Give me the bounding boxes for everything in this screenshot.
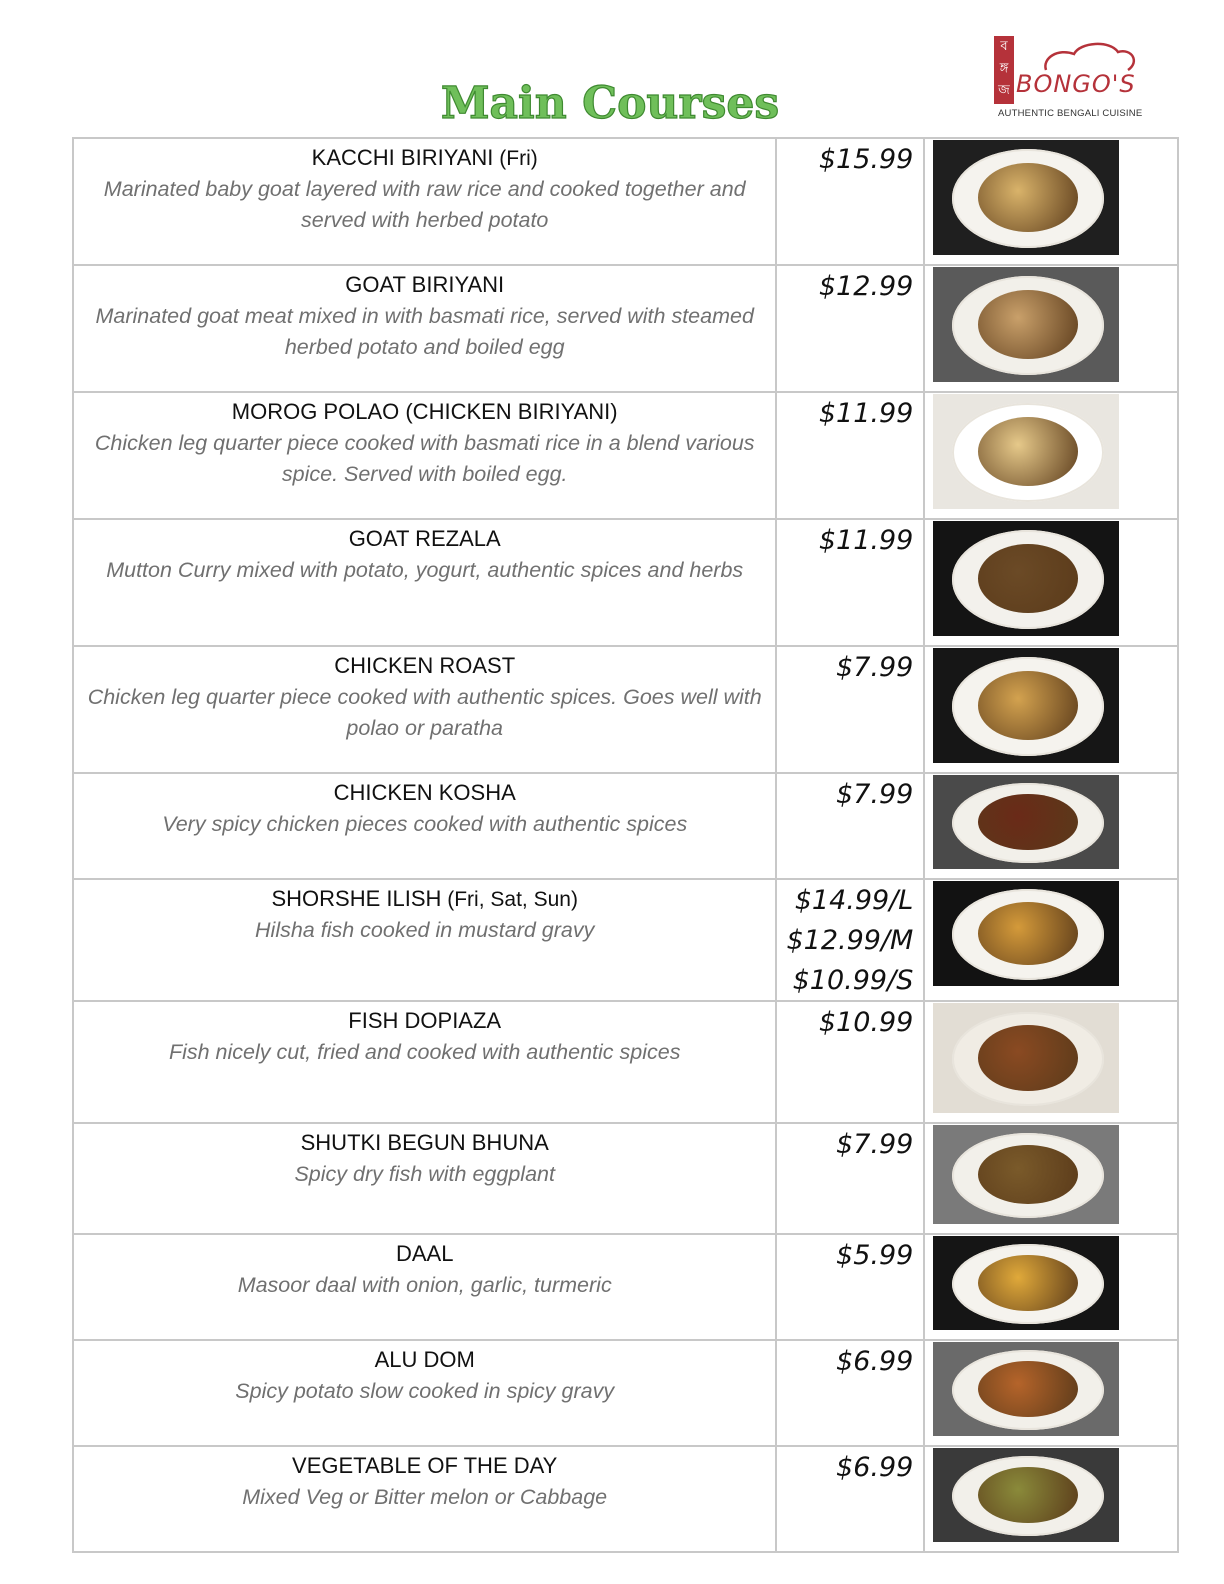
menu-item-price-cell [776,138,924,265]
food-photo [933,267,1119,382]
logo-letter: ঙ্গ [999,61,1009,76]
menu-item-desc: Marinated goat meat mixed in with basmati rice, served with steamed herbed potato and boiled egg [95,304,754,359]
food-dish [978,417,1078,486]
menu-item-photo-cell [924,1234,1178,1340]
food-dish [978,1361,1078,1417]
menu-table [72,137,1179,1553]
menu-item-description-cell [73,265,776,392]
menu-item-desc: Chicken leg quarter piece cooked with basmati rice in a blend various spice. Served with boiled egg. [94,431,755,486]
menu-item-name [74,778,775,809]
menu-item-price-cell [776,392,924,519]
menu-item-row [73,1234,1178,1340]
menu-item-desc: Mixed Veg or Bitter melon or Cabbage [242,1485,608,1509]
logo-name: BONGO'S [1016,70,1136,98]
menu-item-row [73,646,1178,773]
menu-item-price-cell [776,879,924,1001]
menu-item-desc: Fish nicely cut, fried and cooked with authentic spices [168,1040,681,1064]
food-dish [978,1467,1078,1523]
food-photo [933,1125,1119,1224]
menu-item-price-cell [776,1446,924,1552]
menu-item-description-cell [73,1001,776,1123]
logo-letter: জ [998,83,1010,98]
menu-item-title: DAAL [395,1241,454,1266]
menu-item-row [73,1001,1178,1123]
menu-item-title: KACCHI BIRIYANI [311,145,494,170]
menu-item-price: $11.99 [818,525,914,556]
menu-item-photo-cell [924,1123,1178,1234]
menu-item-row [73,138,1178,265]
menu-item-row [73,773,1178,879]
menu-item-title: VEGETABLE OF THE DAY [292,1453,558,1478]
food-dish [978,671,1078,740]
menu-item-desc: Chicken leg quarter piece cooked with authentic spices. Goes well with polao or paratha [87,685,762,740]
menu-item-description-cell [73,773,776,879]
menu-item-price: $7.99 [836,652,914,683]
menu-item-price: $10.99 [818,1007,914,1038]
menu-item-price: $6.99 [836,1452,914,1483]
menu-item-price: $12.99/M [786,925,914,956]
menu-item-desc: Spicy dry fish with eggplant [294,1162,555,1186]
menu-item-row [73,879,1178,1001]
menu-item-description-cell [73,519,776,646]
menu-item-description-cell [73,1340,776,1446]
menu-item-photo-cell [924,773,1178,879]
menu-item-desc: Hilsha fish cooked in mustard gravy [255,918,595,942]
menu-item-row [73,1446,1178,1552]
menu-item-description-cell [73,392,776,519]
menu-item-photo-cell [924,1001,1178,1123]
chef-hat-icon [1040,40,1140,74]
menu-item-title: SHORSHE ILISH [271,886,442,911]
food-dish [978,902,1078,965]
restaurant-logo [990,34,1143,124]
menu-item-price: $15.99 [818,144,914,175]
menu-item-price-cell [776,1001,924,1123]
menu-item-photo-cell [924,879,1178,1001]
food-photo [933,881,1119,986]
food-photo [933,394,1119,509]
menu-item-photo-cell [924,519,1178,646]
menu-item-desc: Masoor daal with onion, garlic, turmeric [237,1273,612,1297]
food-dish [978,544,1078,613]
menu-item-title: ALU DOM [374,1347,475,1372]
menu-item-name [74,884,775,915]
food-dish [978,1145,1078,1204]
menu-item-name [74,651,775,682]
menu-item-photo-cell [924,646,1178,773]
page-title: Main Courses [440,78,780,129]
menu-item-photo-cell [924,1340,1178,1446]
food-dish [978,1025,1078,1091]
menu-item-availability: (Fri) [493,147,538,170]
menu-item-availability: (Fri, Sat, Sun) [441,888,578,911]
food-dish [978,794,1078,850]
food-photo [933,1342,1119,1436]
menu-item-desc: Very spicy chicken pieces cooked with authentic spices [162,812,688,836]
food-photo [933,521,1119,636]
menu-item-row [73,392,1178,519]
food-photo [933,1236,1119,1330]
menu-item-desc: Marinated baby goat layered with raw rice and cooked together and served with herbed potato [103,177,746,232]
food-photo [933,775,1119,869]
food-photo [933,140,1119,255]
menu-item-price: $12.99 [818,271,914,302]
menu-item-price-cell [776,265,924,392]
menu-item-name [74,1239,775,1270]
menu-item-title: MOROG POLAO (CHICKEN BIRIYANI) [231,399,618,424]
menu-item-description-cell [73,138,776,265]
menu-item-photo-cell [924,392,1178,519]
menu-item-name [74,1128,775,1159]
menu-item-row [73,1123,1178,1234]
food-dish [978,1255,1078,1311]
food-dish [978,163,1078,232]
menu-item-price: $11.99 [818,398,914,429]
menu-item-title: GOAT REZALA [348,526,501,551]
menu-item-price: $6.99 [836,1346,914,1377]
food-dish [978,290,1078,359]
food-photo [933,648,1119,763]
menu-item-row [73,265,1178,392]
menu-item-price-cell [776,646,924,773]
menu-item-name [74,270,775,301]
menu-item-name [74,143,775,174]
menu-item-name [74,524,775,555]
menu-item-title: GOAT BIRIYANI [345,272,505,297]
menu-item-title: SHUTKI BEGUN BHUNA [300,1130,549,1155]
menu-item-name [74,1006,775,1037]
menu-item-price: $7.99 [836,779,914,810]
menu-item-photo-cell [924,1446,1178,1552]
menu-item-photo-cell [924,265,1178,392]
menu-item-price-cell [776,1340,924,1446]
menu-item-description-cell [73,879,776,1001]
menu-item-price-cell [776,1123,924,1234]
menu-item-title: FISH DOPIAZA [348,1008,502,1033]
menu-item-price: $7.99 [836,1129,914,1160]
menu-item-title: CHICKEN KOSHA [333,780,516,805]
menu-item-price-cell [776,519,924,646]
menu-item-name [74,1345,775,1376]
logo-letter: ব [1000,39,1008,54]
menu-item-price: $10.99/S [792,965,914,996]
menu-item-desc: Mutton Curry mixed with potato, yogurt, authentic spices and herbs [106,558,744,582]
logo-tagline: AUTHENTIC BENGALI CUISINE [998,108,1143,119]
menu-item-price-cell [776,773,924,879]
menu-item-title: CHICKEN ROAST [334,653,516,678]
menu-item-description-cell [73,1234,776,1340]
food-photo [933,1003,1119,1113]
menu-item-description-cell [73,1123,776,1234]
menu-item-description-cell [73,1446,776,1552]
menu-item-photo-cell [924,138,1178,265]
menu-item-price-cell [776,1234,924,1340]
menu-item-price: $5.99 [836,1240,914,1271]
food-photo [933,1448,1119,1542]
menu-item-desc: Spicy potato slow cooked in spicy gravy [235,1379,615,1403]
menu-item-price: $14.99/L [794,885,914,916]
menu-item-name [74,397,775,428]
menu-item-row [73,519,1178,646]
menu-item-description-cell [73,646,776,773]
menu-item-row [73,1340,1178,1446]
menu-item-name [74,1451,775,1482]
logo-band [994,36,1014,104]
